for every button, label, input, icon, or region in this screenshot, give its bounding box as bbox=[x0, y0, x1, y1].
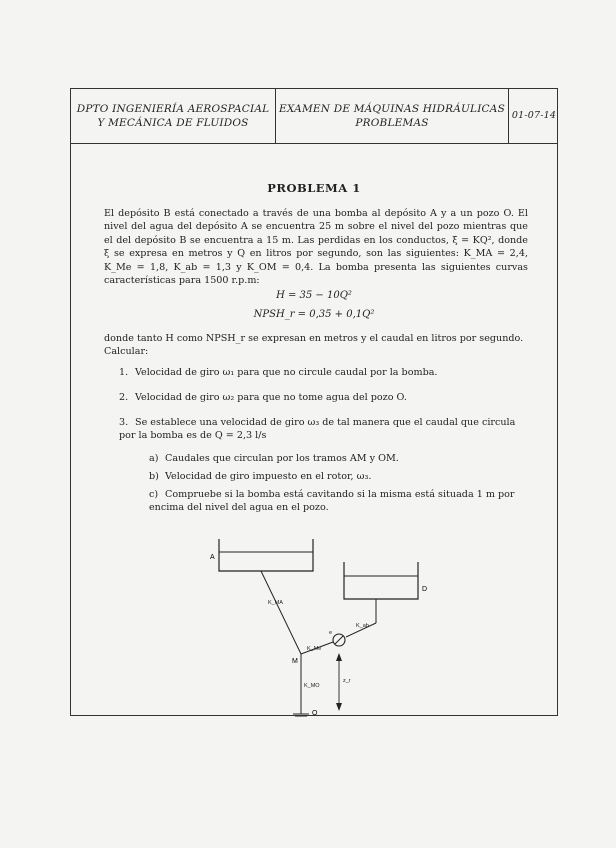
question-number: 3. bbox=[119, 417, 129, 428]
subquestion-text: Compruebe si la bomba está cavitando si la misma está situada 1 m por encima del nivel del agua en el pozo. bbox=[149, 489, 515, 514]
kma-label: K_MA bbox=[268, 600, 283, 606]
kme-label: K_Me bbox=[307, 646, 322, 652]
kab-label: K_ab bbox=[356, 623, 369, 629]
exam-sheet bbox=[70, 88, 558, 716]
problem-after-text: donde tanto H como NPSH_r se expresan en metros y el caudal en litros por segundo. Calcular: bbox=[104, 333, 524, 358]
equation-npsh: NPSH_r = 0,35 + 0,1Q² bbox=[253, 309, 375, 320]
pipe-am bbox=[261, 571, 301, 654]
question-text: Velocidad de giro ω₁ para que no circule caudal por la bomba. bbox=[135, 367, 438, 378]
subquestion-text: Caudales que circulan por los tramos AM y OM. bbox=[165, 453, 399, 464]
problem-title: PROBLEMA 1 bbox=[267, 181, 361, 195]
equation-head: H = 35 − 10Q² bbox=[276, 290, 352, 301]
subquestion-letter: b) bbox=[149, 471, 159, 482]
tank-a-label: A bbox=[210, 554, 215, 561]
question-number: 1. bbox=[119, 367, 129, 378]
tank-a bbox=[219, 539, 313, 571]
z-label: z_r bbox=[343, 678, 351, 684]
problem-statement: El depósito B está conectado a través de una bomba al depósito A y a un pozo O. El nivel del agua del depósito A se encuentra 25 m sobre el nivel del pozo mientras que el del depósito B se encuentra a 15 m. Las perdidas en los conductos, ξ = KQ², donde ξ se expresa en metros y Q en litros por segundo, son las siguientes: K_MA = 2,4, K_Me = 1,8, K_ab = 1,3 y K_OM = 0,4. La bomba presenta las siguientes curvas características para 1500 r.p.m: bbox=[104, 208, 528, 287]
exam-subtitle: PROBLEMAS bbox=[355, 117, 429, 129]
question-number: 2. bbox=[119, 392, 129, 403]
kmo-label: K_MO bbox=[304, 683, 320, 689]
hydraulic-diagram bbox=[71, 89, 559, 717]
exam-title: EXAMEN DE MÁQUINAS HIDRÁULICAS bbox=[279, 103, 505, 115]
well-o-label: O bbox=[312, 710, 318, 717]
node-m-label: M bbox=[292, 658, 298, 665]
question-text: Se establece una velocidad de giro ω₃ de tal manera que el caudal que circula por la bomba es de Q = 2,3 l/s bbox=[119, 417, 516, 442]
department-line1: DPTO INGENIERÍA AEROSPACIAL bbox=[76, 103, 270, 115]
height-arrow bbox=[336, 653, 342, 711]
pump-label: e bbox=[329, 630, 333, 636]
department-line2: Y MECÁNICA DE FLUIDOS bbox=[97, 117, 249, 129]
tank-b bbox=[344, 562, 418, 599]
question-text: Velocidad de giro ω₂ para que no tome agua del pozo O. bbox=[135, 392, 407, 403]
subquestion-letter: a) bbox=[149, 453, 159, 464]
subquestion-letter: c) bbox=[149, 489, 159, 500]
exam-date: 01-07-14 bbox=[511, 110, 557, 121]
tank-b-label: D bbox=[422, 586, 428, 593]
subquestion-text: Velocidad de giro impuesto en el rotor, ω₃. bbox=[165, 471, 372, 482]
